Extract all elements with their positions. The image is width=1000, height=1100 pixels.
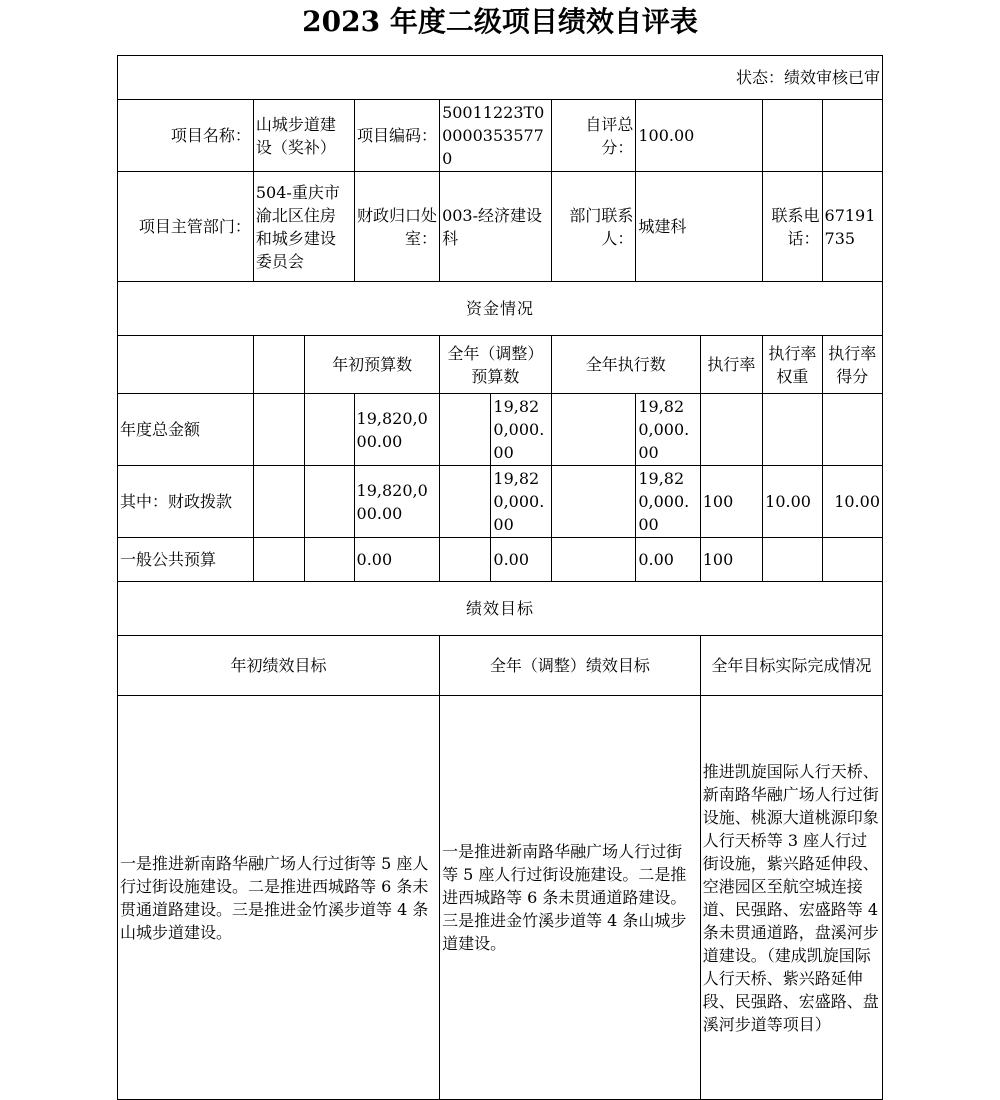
adjusted-target-header: 全年（调整）绩效目标 [440, 636, 701, 696]
department-value: 504-重庆市渝北区住房和城乡建设委员会 [253, 172, 354, 282]
status-text: 状态：绩效审核已审 [118, 56, 883, 100]
initial-budget-value: 0.00 [354, 538, 440, 582]
empty-cell [305, 394, 354, 466]
initial-target-header: 年初绩效目标 [118, 636, 440, 696]
targets-content-row [118, 696, 883, 1100]
self-score-value: 100.00 [636, 100, 763, 172]
adjusted-budget-value: 0.00 [491, 538, 551, 582]
execution-rate-value [700, 394, 762, 466]
execution-rate-value: 100 [700, 466, 762, 538]
self-evaluation-table [117, 55, 883, 1100]
self-score-label: 自评总分： [551, 100, 636, 172]
empty-cell [822, 100, 882, 172]
row-label: 一般公共预算 [118, 538, 254, 582]
empty-cell [305, 466, 354, 538]
executed-value: 0.00 [636, 538, 700, 582]
empty-cell [551, 538, 636, 582]
rate-weight-value: 10.00 [763, 466, 822, 538]
project-name-value: 山城步道建设（奖补） [253, 100, 354, 172]
project-row-1 [118, 100, 883, 172]
empty-cell [440, 466, 491, 538]
project-code-label: 项目编码： [354, 100, 440, 172]
funds-row-fiscal [118, 466, 883, 538]
phone-label: 联系电话： [763, 172, 822, 282]
empty-cell [551, 394, 636, 466]
actual-completion-text: 推进凯旋国际人行天桥、新南路华融广场人行过街设施、桃源大道桃源印象人行天桥等 3 座人行过街设施，紫兴路延伸段、空港园区至航空城连接道、民强路、宏盛路等 4 条未贯通道路，盘溪河步道建设。（建成凯旋国际人行天桥、紫兴路延伸段、民强路、宏盛路、盘溪河步道等项目） [700, 696, 882, 1100]
department-label: 项目主管部门： [118, 172, 254, 282]
empty-cell [551, 466, 636, 538]
empty-cell [440, 538, 491, 582]
actual-completion-header: 全年目标实际完成情况 [700, 636, 882, 696]
project-name-label: 项目名称： [118, 100, 254, 172]
phone-value: 67191735 [822, 172, 882, 282]
funds-section-title: 资金情况 [118, 282, 883, 336]
rate-score-value: 10.00 [822, 466, 882, 538]
executed-value: 19,820,000.00 [636, 466, 700, 538]
execution-rate-header: 执行率 [700, 336, 762, 394]
empty-cell [305, 538, 354, 582]
initial-target-text: 一是推进新南路华融广场人行过街等 5 座人行过街设施建设。二是推进西城路等 6 条未贯通道路建设。三是推进金竹溪步道等 4 条山城步道建设。 [118, 696, 440, 1100]
targets-header-row [118, 636, 883, 696]
rate-score-value [822, 394, 882, 466]
finance-office-label: 财政归口处室： [354, 172, 440, 282]
adjusted-budget-value: 19,820,000.00 [491, 466, 551, 538]
page-title: 2023 年度二级项目绩效自评表 [302, 5, 698, 38]
empty-cell [763, 100, 822, 172]
targets-section-row [118, 582, 883, 636]
contact-label: 部门联系人： [551, 172, 636, 282]
adjusted-target-text: 一是推进新南路华融广场人行过街等 5 座人行过街设施建设。二是推进西城路等 6 条未贯通道路建设。三是推进金竹溪步道等 4 条山城步道建设。 [440, 696, 701, 1100]
initial-budget-header: 年初预算数 [305, 336, 440, 394]
rate-score-header: 执行率得分 [822, 336, 882, 394]
funds-row-total [118, 394, 883, 466]
row-label: 年度总金额 [118, 394, 254, 466]
empty-cell [440, 394, 491, 466]
initial-budget-value: 19,820,000.00 [354, 394, 440, 466]
funds-section-row [118, 282, 883, 336]
status-row [118, 56, 883, 100]
rate-weight-value [763, 538, 822, 582]
executed-header: 全年执行数 [551, 336, 700, 394]
rate-weight-value [763, 394, 822, 466]
empty-cell [253, 538, 304, 582]
executed-value: 19,820,000.00 [636, 394, 700, 466]
row-label: 其中：财政拨款 [118, 466, 254, 538]
empty-cell [253, 466, 304, 538]
empty-cell [118, 336, 254, 394]
project-row-2 [118, 172, 883, 282]
project-code-value: 50011223T000003535770 [440, 100, 552, 172]
funds-header-row [118, 336, 883, 394]
rate-score-value [822, 538, 882, 582]
adjusted-budget-header: 全年（调整）预算数 [440, 336, 552, 394]
initial-budget-value: 19,820,000.00 [354, 466, 440, 538]
execution-rate-value: 100 [700, 538, 762, 582]
finance-office-value: 003-经济建设科 [440, 172, 552, 282]
adjusted-budget-value: 19,820,000.00 [491, 394, 551, 466]
empty-cell [253, 336, 304, 394]
contact-value: 城建科 [636, 172, 763, 282]
empty-cell [253, 394, 304, 466]
funds-row-general [118, 538, 883, 582]
rate-weight-header: 执行率权重 [763, 336, 822, 394]
targets-section-title: 绩效目标 [118, 582, 883, 636]
